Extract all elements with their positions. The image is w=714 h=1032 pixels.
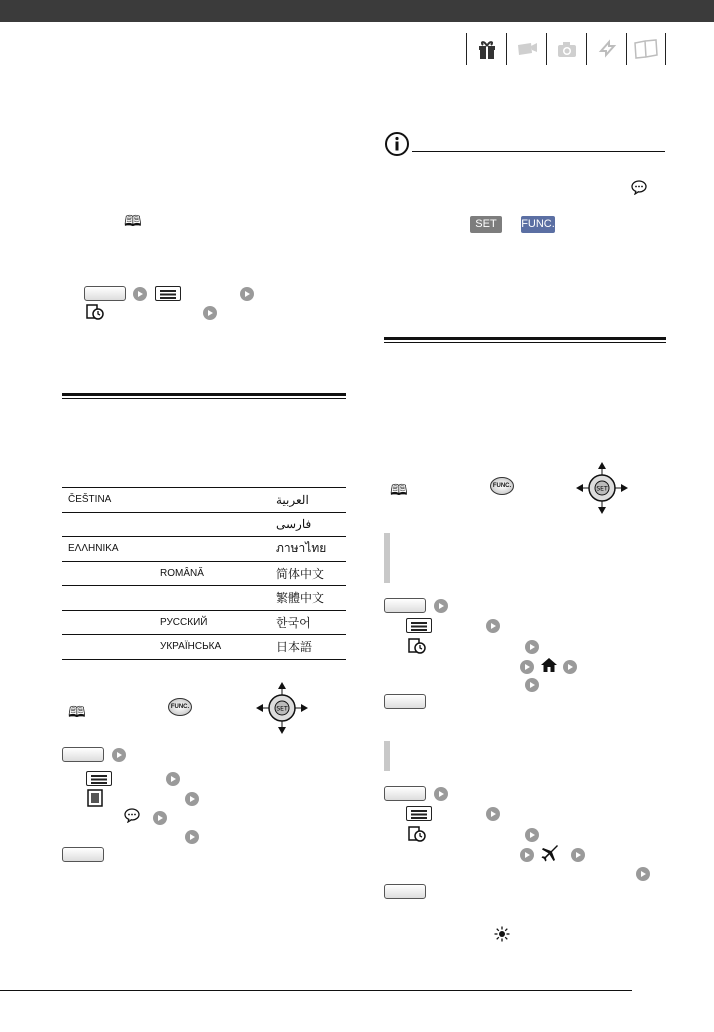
joystick-set-label: SET xyxy=(276,705,288,713)
camcorder-icon xyxy=(506,33,546,65)
info-icon xyxy=(384,131,410,159)
video-setup-icon xyxy=(408,637,428,657)
language-table xyxy=(62,487,346,660)
language-cell: فارسی xyxy=(264,512,346,537)
step-arrow-icon xyxy=(133,287,147,301)
language-cell xyxy=(154,488,264,513)
step-arrow-icon xyxy=(486,807,500,821)
display-setup-icon xyxy=(86,789,104,809)
page-reference-book-icon: 🕮 xyxy=(390,481,408,499)
menu-key-button xyxy=(84,286,126,301)
joystick-icon xyxy=(254,680,310,738)
language-row xyxy=(62,512,346,537)
menu-key-button xyxy=(384,694,426,709)
language-cell: ROMÂNĂ xyxy=(154,561,264,586)
func-round-button: FUNC. xyxy=(168,698,192,716)
language-cell xyxy=(62,635,154,660)
section-heading-rule xyxy=(62,393,346,396)
language-cell: 日本語 xyxy=(264,635,346,660)
page-reference-book-icon: 🕮 xyxy=(68,703,86,721)
language-row xyxy=(62,635,346,660)
language-row xyxy=(62,561,346,586)
gift-box-icon xyxy=(466,33,506,65)
note-rule xyxy=(412,151,665,152)
step-arrow-icon xyxy=(434,787,448,801)
step-arrow-icon xyxy=(571,848,585,862)
section-heading-rule xyxy=(384,337,666,340)
menu-key-button xyxy=(384,598,426,613)
language-cell: 繁體中文 xyxy=(264,586,346,611)
language-cell: العربية xyxy=(264,488,346,513)
func-round-button: FUNC. xyxy=(490,477,514,495)
transfer-arrows-icon xyxy=(586,33,626,65)
language-cell xyxy=(154,537,264,562)
step-arrow-icon xyxy=(185,792,199,806)
sun-icon xyxy=(494,926,510,944)
step-arrow-icon xyxy=(240,287,254,301)
language-cell: ČEŠTINA xyxy=(62,488,154,513)
step-arrow-icon xyxy=(203,306,217,320)
language-cell: УКРАЇНСЬКА xyxy=(154,635,264,660)
airplane-icon xyxy=(540,843,560,865)
language-cell: 한국어 xyxy=(264,610,346,635)
language-cell xyxy=(154,586,264,611)
joystick-icon xyxy=(574,460,630,518)
step-arrow-icon xyxy=(520,848,534,862)
menu-key-button xyxy=(62,847,104,862)
subsection-bar xyxy=(384,741,390,771)
language-cell: РУССКИЙ xyxy=(154,610,264,635)
menu-list-icon xyxy=(406,806,432,821)
step-arrow-icon xyxy=(434,599,448,613)
language-cell: 简体中文 xyxy=(264,561,346,586)
language-row xyxy=(62,488,346,513)
step-arrow-icon xyxy=(525,678,539,692)
menu-list-icon xyxy=(86,771,112,786)
language-row xyxy=(62,610,346,635)
step-arrow-icon xyxy=(153,811,167,825)
language-cell: ΕΛΛΗΝΙΚΑ xyxy=(62,537,154,562)
step-arrow-icon xyxy=(525,828,539,842)
step-arrow-icon xyxy=(525,640,539,654)
language-cell xyxy=(62,561,154,586)
language-cell xyxy=(62,586,154,611)
footer-rule xyxy=(0,990,632,991)
language-row xyxy=(62,537,346,562)
menu-list-icon xyxy=(155,286,181,301)
step-arrow-icon xyxy=(636,867,650,881)
camera-icon xyxy=(546,33,586,65)
set-label: SET xyxy=(470,216,502,233)
home-icon xyxy=(540,656,558,676)
step-arrow-icon xyxy=(166,772,180,786)
video-setup-icon xyxy=(86,303,106,323)
menu-list-icon xyxy=(406,618,432,633)
func-label: FUNC. xyxy=(521,216,555,233)
page-reference-book-icon: 🕮 xyxy=(124,212,142,230)
step-arrow-icon xyxy=(185,830,199,844)
step-arrow-icon xyxy=(486,619,500,633)
language-cell xyxy=(62,512,154,537)
language-row xyxy=(62,586,346,611)
joystick-set-label: SET xyxy=(596,485,608,493)
menu-key-button xyxy=(62,747,104,762)
menu-key-button xyxy=(384,786,426,801)
speech-bubble-icon xyxy=(631,180,647,197)
language-cell xyxy=(154,512,264,537)
menu-key-button xyxy=(384,884,426,899)
subsection-bar xyxy=(384,533,390,583)
book-icon xyxy=(626,33,666,65)
section-icons-strip xyxy=(466,33,666,65)
speech-bubble-icon xyxy=(124,808,140,825)
step-arrow-icon xyxy=(112,748,126,762)
language-cell xyxy=(62,610,154,635)
language-cell: ภาษาไทย xyxy=(264,537,346,562)
step-arrow-icon xyxy=(563,660,577,674)
video-setup-icon xyxy=(408,825,428,845)
header-bar xyxy=(0,0,714,22)
step-arrow-icon xyxy=(520,660,534,674)
